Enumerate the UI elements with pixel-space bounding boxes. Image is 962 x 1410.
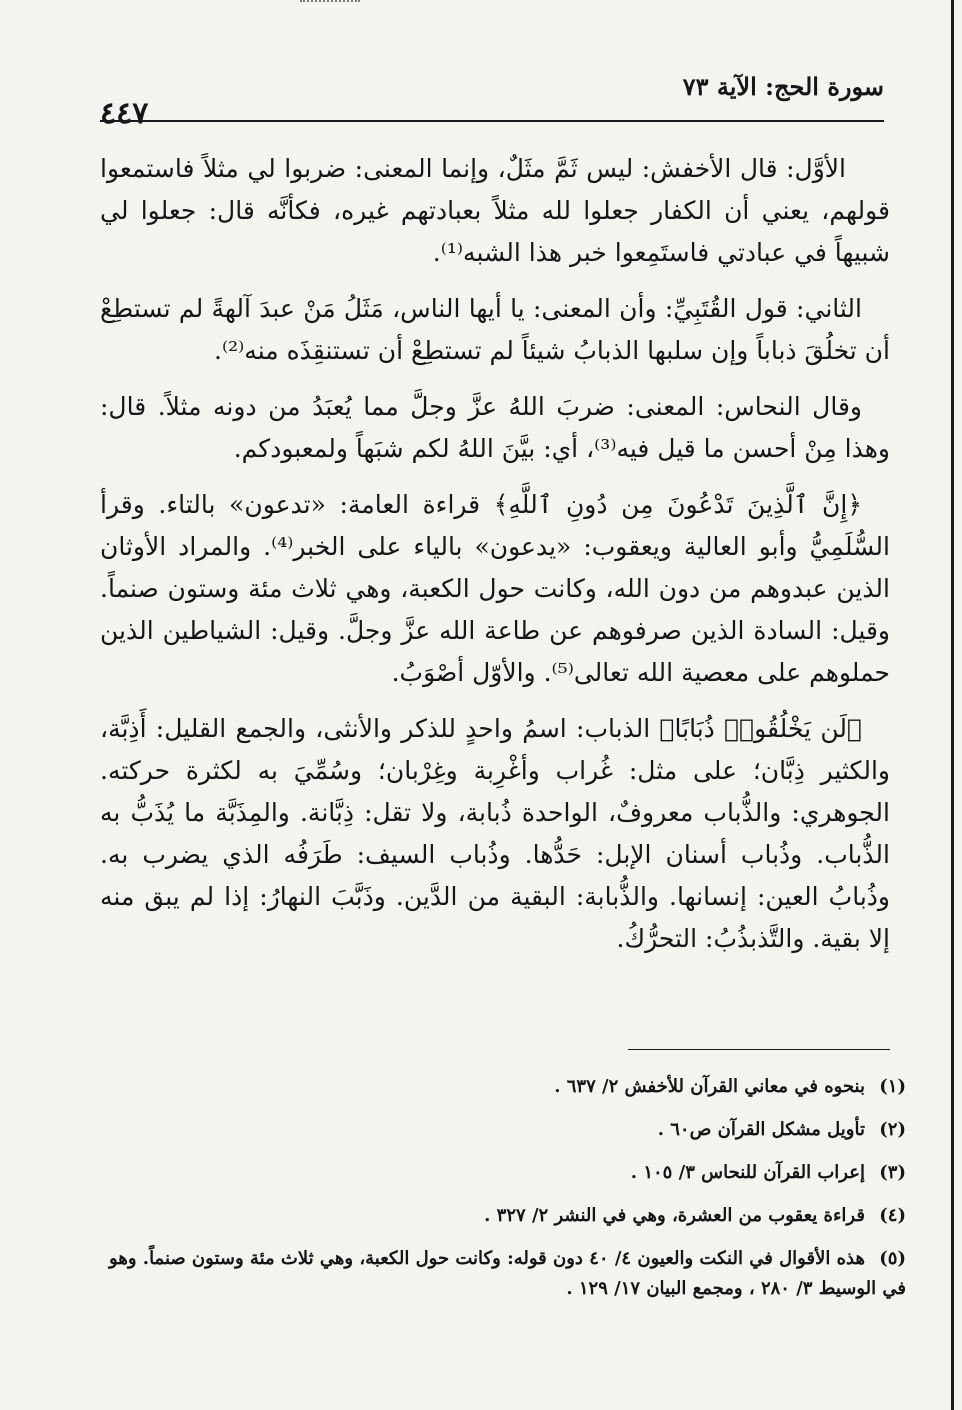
footnote-separator: [628, 1049, 890, 1050]
footnote-number: (١): [879, 1076, 906, 1097]
paragraph: ﴿لَن يَخْلُقُوا۟ ذُبَابًا﴾ الذباب: اسمُ واحدٍ للذكر والأنثى، والجمع القليل: أَذِبَّة، والكثير ذِبَّان؛ على مثل: غُراب وأغْرِبة وغِرْبان؛ وسُمِّيَ به لكثرة حركته. الجوهري: والذُّباب معروفٌ، الواحدة ذُبابة، ولا تقل: ذِبَّانة. والمِذَبَّة ما يُذَبُّ به الذُّباب. وذُباب أسنان الإبل: حَدُّها. وذُباب السيف: طَرَفُه الذي يضرب به. وذُبابُ العين: إنسانها. والذُّبابة: البقية من الدَّين. وذَبَّبَ النهارُ: إذا لم يبق منه إلا بقية. والتَّذبذُبُ: التحرُّكُ.: [100, 714, 890, 953]
footnote: [100, 1158, 906, 1188]
footnote-number: (٣): [879, 1162, 906, 1183]
footnote-number: (٤): [879, 1205, 906, 1226]
footnote-text: تأويل مشكل القرآن ص٦٠ .: [657, 1119, 865, 1140]
running-title: سورة الحج: الآية ٧٣: [682, 72, 884, 101]
body-text: [100, 148, 890, 974]
paragraph: وقال النحاس: المعنى: ضربَ اللهُ عزَّ وجلَّ مما يُعبَدُ من دونه مثلاً. قال: وهذا مِنْ أحسن ما قيل فيه⁽³⁾، أي: بيَّنَ اللهُ لكم شبَهاً ولمعبودكم.: [100, 392, 890, 463]
footnote-number: (٥): [879, 1248, 906, 1269]
scan-mark: [300, 0, 360, 5]
paragraph: الأوَّل: قال الأخفش: ليس ثَمَّ مثَلٌ، وإنما المعنى: ضربوا لي مثلاً فاستمعوا قولهم، يعني أن الكفار جعلوا لله مثلاً بعبادتهم غيره، فكأنَّه قال: جعلوا لي شبيهاً في عبادتي فاستَمِعوا خبر هذا الشبه⁽¹⁾.: [100, 154, 890, 267]
footnote: [100, 1244, 906, 1304]
paragraph: الثاني: قول القُتَبِيِّ: وأن المعنى: يا أيها الناس، مَثَلُ مَنْ عبدَ آلهةً لم تستطِعْ أن تخلُقَ ذباباً وإن سلبها الذبابُ شيئاً لم تستطِعْ أن تستنقِذَه منه⁽²⁾.: [100, 294, 890, 365]
paragraph: ﴿إِنَّ ٱلَّذِينَ تَدْعُونَ مِن دُونِ ٱللَّهِ﴾ قراءة العامة: «تدعون» بالتاء. وقرأ السُّلَمِيُّ وأبو العالية ويعقوب: «يدعون» بالياء على الخبر⁽⁴⁾. والمراد الأوثان الذين عبدوهم من دون الله، وكانت حول الكعبة، وهي ثلاث مئة وستون صنماً. وقيل: السادة الذين صرفوهم عن طاعة الله عزَّ وجلَّ. وقيل: الشياطين الذين حملوهم على معصية الله تعالى⁽⁵⁾. والأوّل أصْوَبُ.: [100, 490, 890, 687]
footnote-number: (٢): [879, 1119, 906, 1140]
footnotes: [100, 1072, 906, 1317]
footnote-text: بنحوه في معاني القرآن للأخفش ٢/ ٦٣٧ .: [554, 1076, 865, 1097]
footnote-text: هذه الأقوال في النكت والعيون ٤/ ٤٠ دون قوله: وكانت حول الكعبة، وهي ثلاث مئة وستون صنماً. وهو في الوسيط ٣/ ٢٨٠ ، ومجمع البيان ١٧/ ١٢٩ .: [109, 1248, 906, 1299]
page-edge-line: [951, 0, 954, 1410]
footnote-text: قراءة يعقوب من العشرة، وهي في النشر ٢/ ٣٢٧ .: [484, 1205, 865, 1226]
footnote: [100, 1201, 906, 1231]
page-header: [100, 70, 884, 131]
footnote: [100, 1115, 906, 1145]
page-number: ٤٤٧: [100, 96, 149, 131]
footnote: [100, 1072, 906, 1102]
header-rule: [100, 120, 884, 122]
footnote-text: إعراب القرآن للنحاس ٣/ ١٠٥ .: [630, 1162, 865, 1183]
